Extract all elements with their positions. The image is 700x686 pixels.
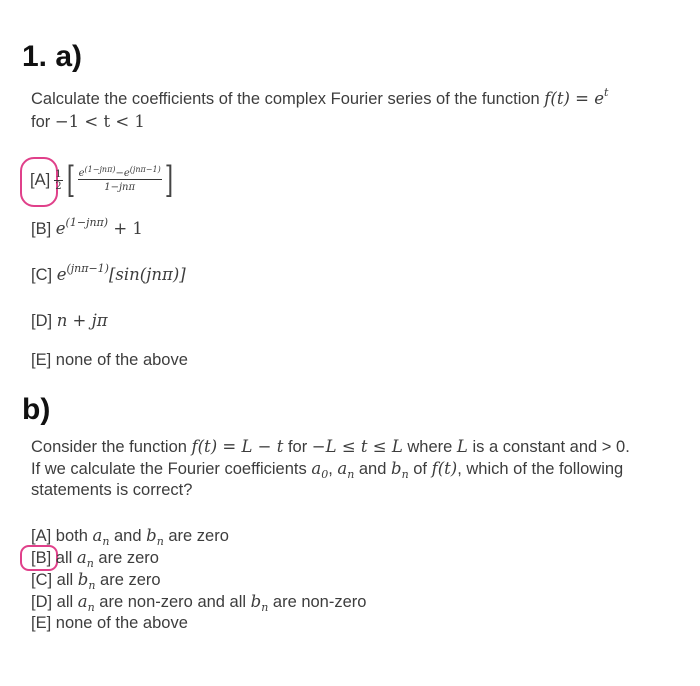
option-1b-A[interactable] [31, 526, 229, 546]
t: are non-zero [268, 593, 367, 611]
question-1b-line1 [31, 437, 630, 457]
option-label: [A] [31, 527, 52, 545]
option-label: [A] [30, 170, 51, 189]
bn-sub: n [156, 535, 164, 548]
function: f(t) = L − t [191, 437, 284, 456]
option-e-text: none of the above [55, 351, 188, 369]
option-a-fraction [78, 164, 162, 193]
option-1a-E[interactable] [31, 351, 188, 370]
num-minus-e: −e [115, 167, 130, 179]
option-1a-B[interactable] [31, 216, 143, 239]
num-e1: e [78, 167, 85, 179]
range-expression: −1 < t < 1 [54, 112, 145, 131]
half-fraction [54, 169, 62, 192]
an-sub: n [86, 557, 94, 570]
constant-L: L [456, 437, 468, 456]
num-exp1: (1−jnπ) [84, 164, 116, 174]
option-e-text: none of the above [51, 614, 188, 632]
num-exp2: (jnπ−1) [129, 164, 161, 174]
right-bracket: ] [164, 159, 173, 201]
text: Consider the function [31, 438, 192, 456]
option-label: [B] [31, 220, 52, 238]
text: is a constant and > 0. [467, 438, 630, 456]
option-label: [B] [31, 549, 52, 567]
option-b-base: e [55, 219, 66, 238]
option-d-expression: n + jπ [56, 311, 108, 330]
an-sub: n [87, 601, 95, 614]
question-1b-heading: b) [22, 393, 51, 426]
prompt-function: f(t) = e [544, 89, 604, 108]
text: for [283, 438, 312, 456]
half-numerator: 1 [55, 168, 62, 180]
option-label: [C] [31, 266, 53, 284]
question-1a-range [31, 112, 145, 132]
option-c-exponent: (jnπ−1) [66, 262, 109, 275]
t: are zero [163, 527, 229, 545]
option-label: [D] [31, 312, 53, 330]
option-1b-B[interactable] [31, 548, 159, 568]
a0-sub: 0 [321, 468, 329, 481]
prompt-exponent: t [604, 86, 609, 99]
option-c-base: e [56, 265, 67, 284]
an: a [77, 592, 88, 611]
option-a-denominator: 1−jnπ [104, 181, 136, 193]
half-denominator: 2 [55, 180, 62, 192]
bn-sub: n [401, 468, 409, 481]
t: are zero [95, 571, 161, 589]
option-c-rest: [sin(jnπ)] [108, 265, 186, 284]
a0: a [311, 459, 322, 478]
option-1a-A[interactable] [30, 160, 176, 200]
prompt-text: Calculate the coefficients of the complex Fourier series of the function [31, 90, 545, 108]
t: all [52, 593, 78, 611]
text: , [328, 460, 338, 478]
option-label: [C] [31, 571, 53, 589]
range: −L ≤ t ≤ L [311, 437, 403, 456]
option-label: [D] [31, 593, 53, 611]
bn: b [77, 570, 89, 589]
an: a [76, 548, 87, 567]
function: f(t) [431, 459, 458, 478]
bn: b [250, 592, 262, 611]
an: a [337, 459, 348, 478]
option-1b-E[interactable] [31, 614, 188, 633]
text: , which of the following [457, 460, 624, 478]
option-label: [E] [31, 351, 52, 369]
an: a [92, 526, 103, 545]
text: of [408, 460, 432, 478]
t: are non-zero and all [94, 593, 251, 611]
text: where [402, 438, 457, 456]
bn: b [391, 459, 402, 478]
option-b-rest: + 1 [108, 219, 143, 238]
t: all [51, 549, 77, 567]
option-1b-C[interactable] [31, 570, 161, 590]
bn-sub: n [88, 579, 96, 592]
left-bracket: [ [66, 159, 75, 201]
t: are zero [93, 549, 159, 567]
t: and [109, 527, 147, 545]
an-sub: n [102, 535, 110, 548]
option-label: [E] [31, 614, 52, 632]
an-sub: n [347, 468, 355, 481]
t: both [51, 527, 93, 545]
question-1a-heading: 1. a) [22, 40, 83, 73]
text: and [354, 460, 391, 478]
question-1b-line2 [31, 459, 623, 479]
question-1b-line3: statements is correct? [31, 481, 193, 499]
bn-sub: n [261, 601, 269, 614]
option-1a-D[interactable] [31, 311, 108, 331]
t: all [52, 571, 78, 589]
question-1a-prompt [31, 86, 609, 109]
bn: b [146, 526, 157, 545]
option-a-numerator [78, 164, 162, 180]
text: If we calculate the Fourier coefficients [31, 460, 312, 478]
option-b-exponent: (1−jnπ) [65, 216, 109, 229]
option-1b-D[interactable] [31, 592, 366, 612]
range-prefix: for [31, 113, 55, 131]
option-1a-C[interactable] [31, 262, 186, 285]
